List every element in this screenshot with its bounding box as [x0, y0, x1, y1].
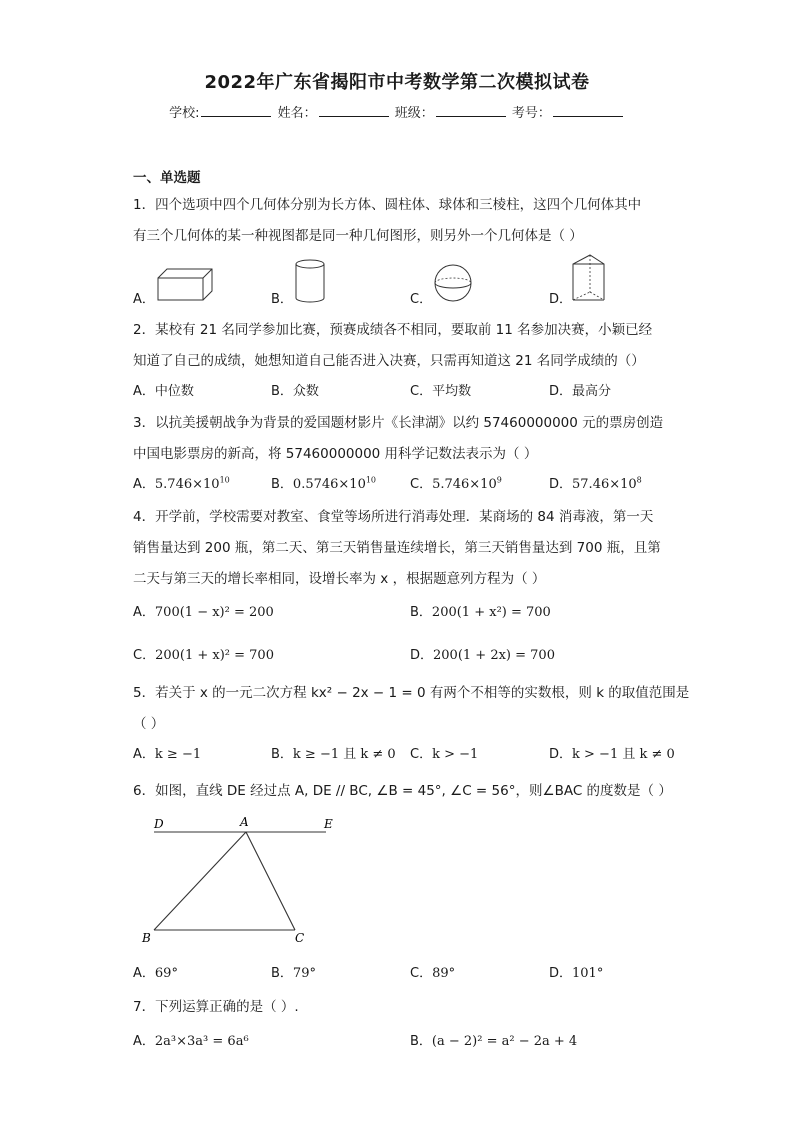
- q2-option-d[interactable]: D．最高分: [549, 384, 612, 399]
- label-d: D: [154, 817, 164, 831]
- q1-line-1: 1．四个选项中四个几何体分别为长方体、圆柱体、球体和三棱柱，这四个几何体其中: [133, 197, 642, 213]
- exam-title: 2022年广东省揭阳市中考数学第二次模拟试卷: [204, 72, 590, 93]
- student-info-row: [0, 102, 794, 121]
- cylinder-figure: [292, 258, 328, 304]
- label-c: C: [295, 931, 305, 945]
- q1-option-b-label: B．: [271, 292, 293, 307]
- q7-line-1: 7．下列运算正确的是（ ）.: [133, 999, 299, 1015]
- q4-option-d[interactable]: D．200(1 + 2x) = 700: [410, 648, 555, 663]
- q6-option-c[interactable]: C．89°: [410, 966, 456, 981]
- q4-line-2: 销售量达到 200 瓶，第二天、第三天销售量连续增长，第三天销售量达到 700 瓶，且第: [133, 540, 661, 556]
- q6-option-a[interactable]: A．69°: [133, 966, 178, 981]
- cuboid-figure: [155, 264, 215, 304]
- q3-line-2: 中国电影票房的新高，将 57460000000 用科学记数法表示为（ ）: [133, 446, 538, 462]
- q3-option-c[interactable]: C．$5.746\times 10^9$: [410, 475, 502, 492]
- q5-line-2: （ ）: [133, 716, 165, 732]
- label-b: B: [142, 931, 151, 945]
- q4-line-1: 4．开学前，学校需要对教室、食堂等场所进行消毒处理．某商场的 84 消毒液，第一天: [133, 509, 654, 525]
- q3-option-a[interactable]: A．$5.746\times 10^{10}$: [133, 475, 230, 492]
- q3-option-d[interactable]: D．$57.46\times 10^8$: [549, 475, 642, 492]
- triangular-prism-figure: [570, 252, 610, 304]
- q5-option-a[interactable]: A．k ≥ −1: [133, 747, 202, 762]
- q6-option-b[interactable]: B．79°: [271, 966, 316, 981]
- q2-option-a[interactable]: A．中位数: [133, 384, 194, 399]
- label-a: A: [240, 815, 249, 829]
- q5-line-1: 5．若关于 x 的一元二次方程 kx² − 2x − 1 = 0 有两个不相等的实数根，则 k 的取值范围是: [133, 685, 690, 701]
- name-blank[interactable]: [319, 104, 389, 117]
- exam-no-label: 考号：: [511, 106, 551, 121]
- q3-line-1: 3．以抗美援朝战争为背景的爱国题材影片《长津湖》以约 57460000000 元的票房创造: [133, 415, 664, 431]
- q1-option-c-label: C．: [410, 292, 433, 307]
- q3-option-b[interactable]: B．$0.5746\times 10^{10}$: [271, 475, 377, 492]
- q1-option-d-label: D．: [549, 292, 573, 307]
- q4-line-3: 二天与第三天的增长率相同，设增长率为 x ，根据题意列方程为（ ）: [133, 571, 546, 587]
- class-label: 班级：: [394, 106, 434, 121]
- school-label: 学校:: [169, 106, 200, 121]
- q6-option-d[interactable]: D．101°: [549, 966, 604, 981]
- exam-no-blank[interactable]: [553, 104, 623, 117]
- q1-line-2: 有三个几何体的某一种视图都是同一种几何图形，则另外一个几何体是（ ）: [133, 228, 583, 244]
- q2-option-b[interactable]: B．众数: [271, 384, 319, 399]
- class-blank[interactable]: [436, 104, 506, 117]
- q5-option-d[interactable]: D．k > −1 且 k ≠ 0: [549, 747, 675, 762]
- q2-line-2: 知道了自己的成绩，她想知道自己能否进入决赛，只需再知道这 21 名同学成绩的（）: [133, 353, 645, 369]
- triangle-figure: [140, 812, 350, 952]
- q2-line-1: 2．某校有 21 名同学参加比赛，预赛成绩各不相同，要取前 11 名参加决赛，小颖已经: [133, 322, 653, 338]
- q1-option-a-label: A．: [133, 292, 155, 307]
- q6-line-1: 6．如图，直线 DE 经过点 A, DE // BC, ∠B = 45°, ∠C = 56°，则∠BAC 的度数是（ ）: [133, 783, 672, 799]
- q4-option-b[interactable]: B．200(1 + x²) = 700: [410, 605, 551, 620]
- q7-option-b[interactable]: B．(a − 2)² = a² − 2a + 4: [410, 1034, 578, 1049]
- sphere-figure: [432, 262, 474, 304]
- school-blank[interactable]: [201, 104, 271, 117]
- label-e: E: [324, 817, 333, 831]
- q5-option-c[interactable]: C．k > −1: [410, 747, 479, 762]
- q2-option-c[interactable]: C．平均数: [410, 384, 472, 399]
- q7-option-a[interactable]: A．2a³×3a³ = 6a⁶: [133, 1034, 249, 1049]
- section-heading: 一、单选题: [133, 170, 201, 186]
- name-label: 姓名：: [277, 106, 317, 121]
- q4-option-a[interactable]: A．700(1 − x)² = 200: [133, 605, 274, 620]
- q5-option-b[interactable]: B．k ≥ −1 且 k ≠ 0: [271, 747, 396, 762]
- q4-option-c[interactable]: C．200(1 + x)² = 700: [133, 648, 274, 663]
